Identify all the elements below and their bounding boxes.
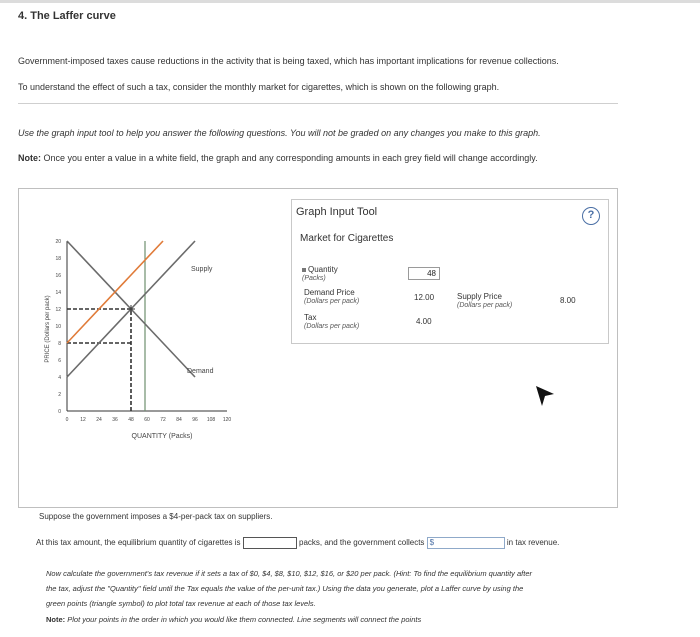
demand-price-value: 12.00 [414,293,435,302]
supply-curve-label: Supply [191,266,213,273]
graph-input-tool-title: Graph Input Tool [296,206,378,218]
note-label: Note: [18,153,41,163]
q1-text-c: in tax revenue. [506,538,560,548]
note2-line [46,615,421,624]
market-title: Market for Cigarettes [300,233,394,244]
y-tick-label: 2 [58,392,61,398]
note2-label: Note: [46,615,66,624]
graph-input-tool [291,199,609,344]
quantity-label: Quantity [308,265,338,274]
tax-value: 4.00 [416,317,432,326]
answer-line [36,537,559,549]
demand-curve-label: Demand [187,368,214,375]
x-tick-label: 48 [128,417,134,423]
x-tick-label: 60 [144,417,150,423]
x-tick-label: 96 [192,417,198,423]
y-tick-label: 6 [58,358,61,364]
y-tick-label: 20 [55,239,61,245]
note-text: Once you enter a value in a white field, the graph and any corresponding amounts in each grey field will change accordingly. [41,153,538,163]
quantity-unit: (Packs) [302,275,326,282]
intro-paragraph-2: To understand the effect of such a tax, consider the monthly market for cigarettes, which is shown on the following graph. [18,82,500,92]
x-axis-label: QUANTITY (Packs) [131,433,193,440]
section-divider [18,103,618,104]
y-tick-label: 12 [55,307,61,313]
tax-label-group [304,313,359,331]
q1-text-a: At this tax amount, the equilibrium quantity of cigarettes is [36,538,241,548]
demand-price-unit: (Dollars per pack) [304,298,360,305]
bullet-square-icon [302,268,306,272]
x-tick-label: 36 [112,417,118,423]
equilibrium-quantity-input[interactable] [243,537,297,549]
y-tick-label: 0 [58,409,61,415]
x-tick-label: 0 [65,417,69,423]
x-tick-label: 120 [222,417,232,423]
supply-price-label: Supply Price [457,292,502,301]
y-axis-label: PRICE (Dollars per pack) [45,295,51,363]
x-tick-label: 84 [176,417,182,423]
graph-panel [18,188,618,521]
tax-label: Tax [304,313,317,322]
header-rule [0,0,700,3]
help-icon[interactable]: ? [582,207,600,225]
y-tick-label: 4 [58,375,61,381]
calc-text-1: Now calculate the government's tax revenue if it sets a tax of $0, $4, $8, $10, $12, $16, or $20 per pack. (Hint: To find the equilibrium quantity after [46,569,533,578]
supply-price-unit: (Dollars per pack) [457,302,513,309]
suppose-text: Suppose the government imposes a $4-per-pack tax on suppliers. [39,512,273,521]
y-tick-label: 14 [55,290,61,296]
note-line [18,153,538,163]
supply-price-value: 8.00 [560,296,576,305]
question-title: 4. The Laffer curve [18,10,116,22]
intro-paragraph-1: Government-imposed taxes cause reductions in the activity that is being taxed, which has important implications for revenue collections. [18,56,559,66]
note2-text: Plot your points in the order in which you would like them connected. Line segments will connect the points [65,615,422,624]
calc-text-2: the tax, adjust the "Quantity" field until the Tax equals the value of the per-unit tax.) Using the data you generate, plot a Laffer curve by using the [46,584,524,593]
quantity-input[interactable]: 48 [408,267,440,280]
calc-text-3: green points (triangle symbol) to plot total tax revenue at each of those tax levels. [46,599,316,608]
quantity-label-group [302,265,338,283]
x-tick-label: 72 [160,417,166,423]
supply-demand-chart[interactable] [19,189,289,509]
x-tick-label: 108 [206,417,216,423]
instruction-text: Use the graph input tool to help you answer the following questions. You will not be graded on any changes you make to this graph. [18,128,541,138]
q1-text-b: packs, and the government collects [299,538,425,548]
mouse-cursor-icon [534,384,556,408]
x-tick-label: 12 [80,417,86,423]
tax-revenue-input[interactable] [427,537,505,549]
supply-price-label-group [457,292,512,310]
dollar-sign: $ [429,538,435,547]
demand-price-label: Demand Price [304,288,355,297]
y-tick-label: 10 [55,324,61,330]
y-tick-label: 18 [55,256,61,262]
y-tick-label: 8 [58,341,61,347]
y-tick-label: 16 [55,273,61,279]
x-tick-label: 24 [96,417,102,423]
demand-price-label-group [304,288,359,306]
tax-unit: (Dollars per pack) [304,323,360,330]
